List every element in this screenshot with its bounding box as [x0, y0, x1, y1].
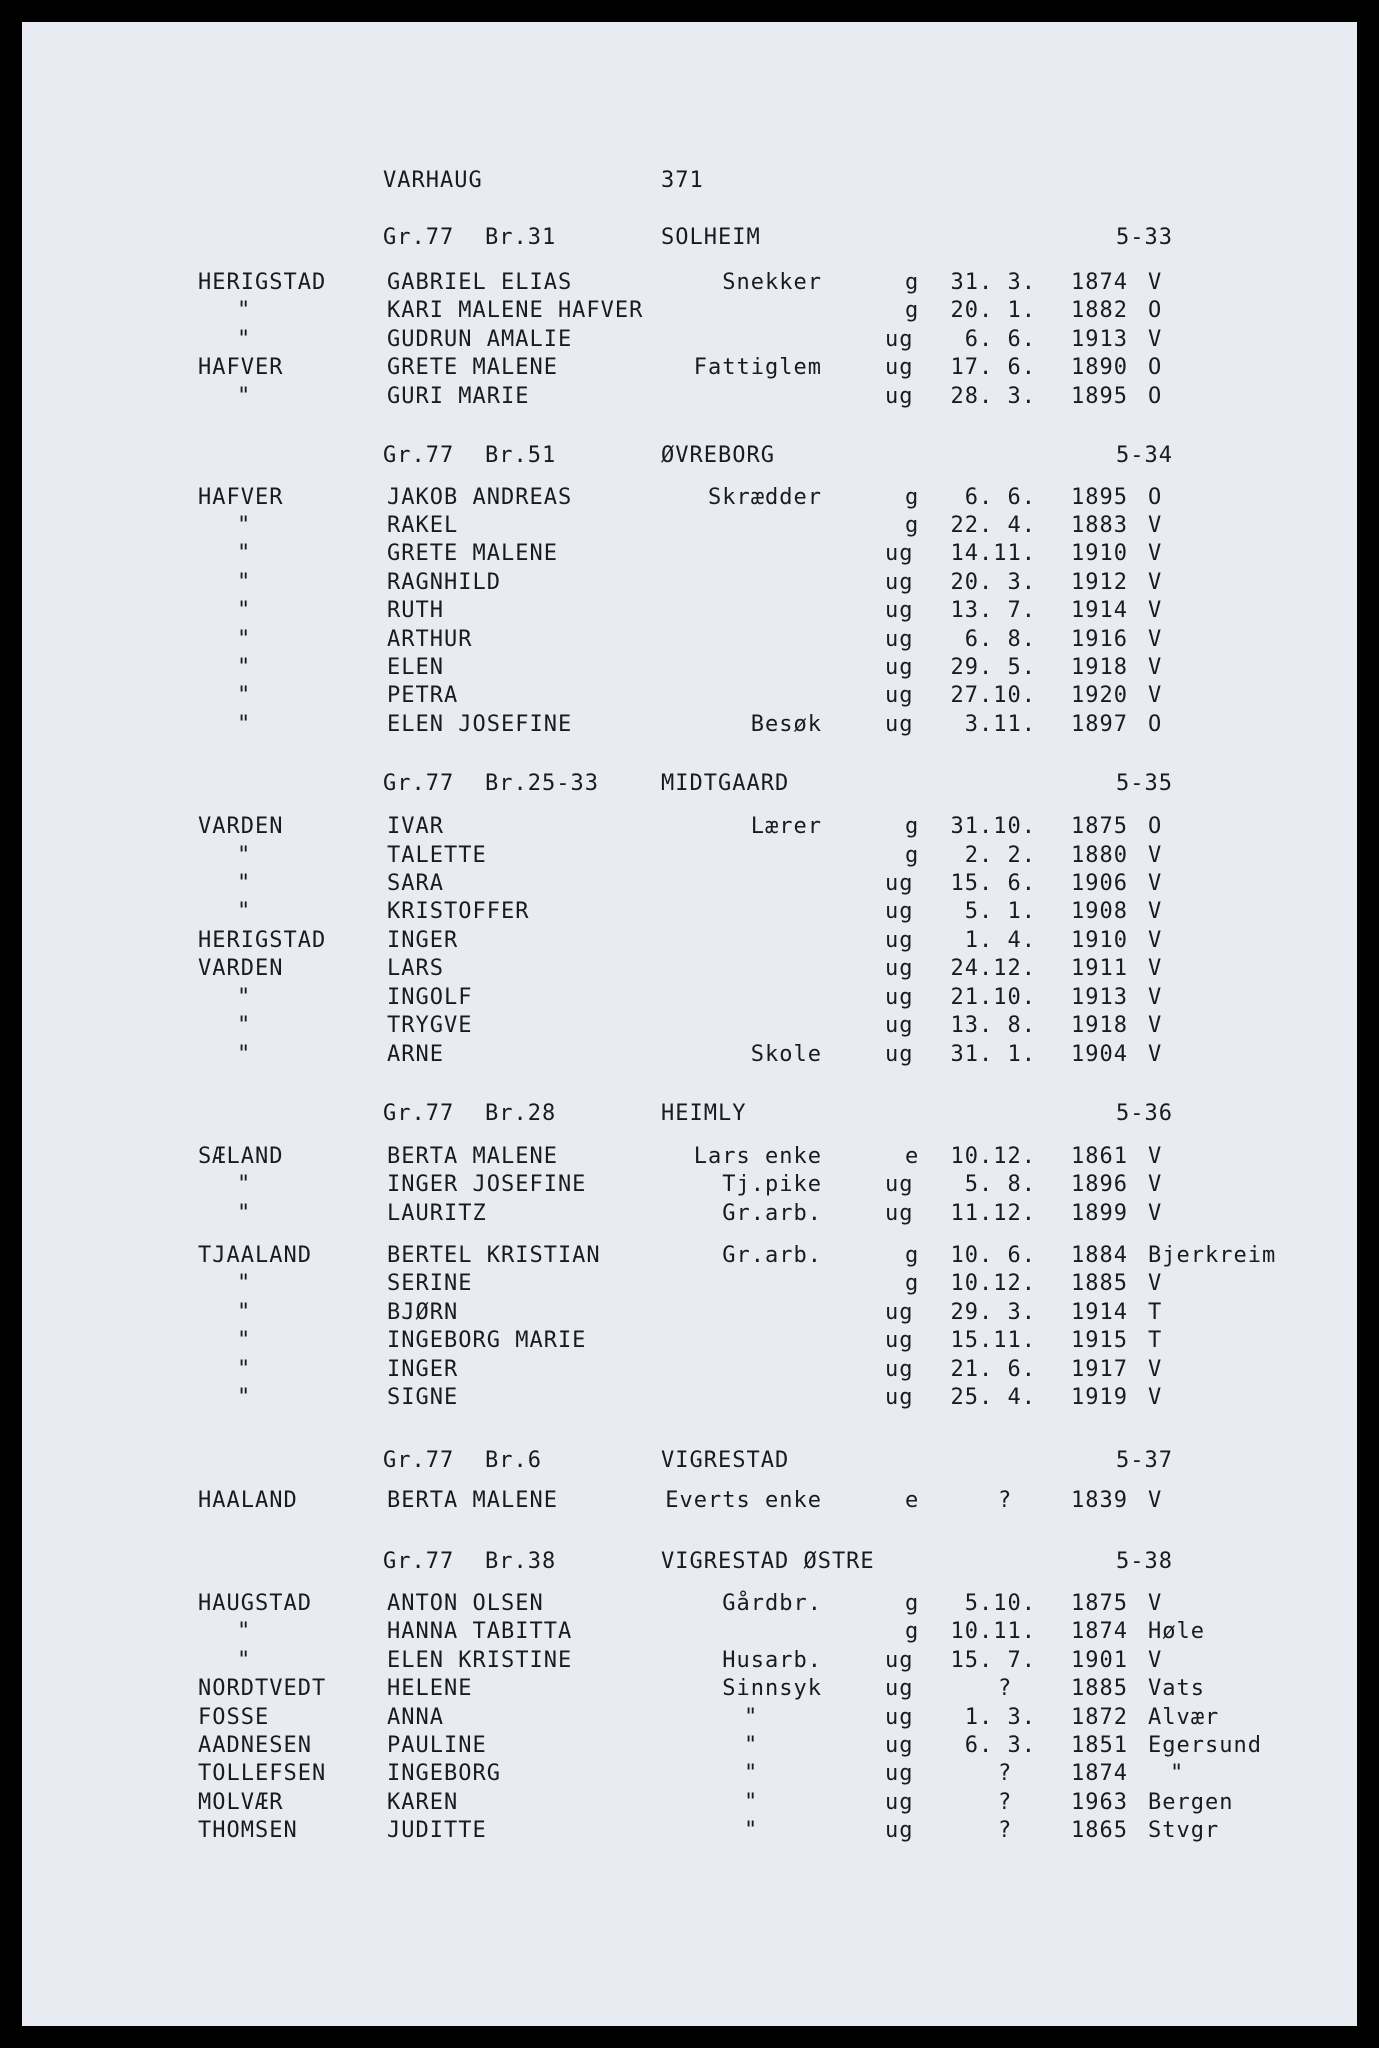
row-surname: TJAALAND: [198, 1243, 312, 1268]
row-birth-date: 3.11.: [964, 712, 1036, 737]
row-birthplace: ": [1170, 1761, 1185, 1786]
row-marital-status: g: [905, 298, 920, 323]
row-name: HELENE: [387, 1676, 473, 1701]
section-gr: Gr.77: [383, 225, 455, 250]
section-code: 5-33: [1116, 225, 1173, 250]
row-name: ELEN JOSEFINE: [387, 712, 573, 737]
row-surname: MOLVÆR: [198, 1790, 284, 1815]
row-occupation: Gr.arb.: [722, 1243, 822, 1268]
row-birth-year: 1910: [1071, 541, 1128, 566]
section-gr: Gr.77: [383, 771, 455, 796]
section-gr: Gr.77: [383, 1448, 455, 1473]
row-birth-date: 15. 6.: [950, 871, 1036, 896]
row-occupation: Everts enke: [665, 1488, 822, 1513]
row-occupation: ": [744, 1761, 759, 1786]
row-marital-status: ug: [885, 1790, 914, 1815]
row-birthplace: V: [1148, 1385, 1163, 1410]
row-birth-date: 31. 1.: [950, 1042, 1036, 1067]
section-br: Br.25-33: [485, 771, 599, 796]
row-name: SIGNE: [387, 1385, 459, 1410]
row-occupation: Sinnsyk: [722, 1676, 822, 1701]
section-br: Br.51: [485, 443, 557, 468]
row-birth-year: 1874: [1071, 1619, 1128, 1644]
row-birth-year: 1914: [1071, 1300, 1128, 1325]
row-marital-status: ug: [885, 956, 914, 981]
row-birth-date: ?: [998, 1488, 1013, 1513]
row-birth-year: 1874: [1071, 1761, 1128, 1786]
row-name: INGER: [387, 1357, 459, 1382]
row-marital-status: ug: [885, 985, 914, 1010]
row-birth-year: 1882: [1071, 298, 1128, 323]
section-gr: Gr.77: [383, 1101, 455, 1126]
row-name: SARA: [387, 871, 444, 896]
row-surname: ": [237, 1357, 252, 1382]
row-marital-status: ug: [885, 384, 914, 409]
row-surname: ": [237, 655, 252, 680]
section-farm: HEIMLY: [661, 1101, 747, 1126]
row-name: GUDRUN AMALIE: [387, 327, 573, 352]
row-marital-status: ug: [885, 1733, 914, 1758]
row-birthplace: O: [1148, 298, 1163, 323]
row-name: TRYGVE: [387, 1013, 473, 1038]
row-name: IVAR: [387, 814, 444, 839]
row-birthplace: O: [1148, 814, 1163, 839]
row-surname: AADNESEN: [198, 1733, 312, 1758]
row-surname: ": [237, 1619, 252, 1644]
row-surname: THOMSEN: [198, 1818, 298, 1843]
row-birth-year: 1883: [1071, 513, 1128, 538]
row-marital-status: ug: [885, 627, 914, 652]
row-name: ANNA: [387, 1705, 444, 1730]
row-birth-year: 1908: [1071, 899, 1128, 924]
row-birth-date: 20. 3.: [950, 570, 1036, 595]
row-surname: FOSSE: [198, 1705, 270, 1730]
row-marital-status: ug: [885, 1172, 914, 1197]
row-occupation: ": [744, 1818, 759, 1843]
row-marital-status: ug: [885, 1648, 914, 1673]
row-marital-status: e: [905, 1488, 920, 1513]
row-name: SERINE: [387, 1271, 473, 1296]
row-birthplace: V: [1148, 1271, 1163, 1296]
row-surname: ": [237, 598, 252, 623]
row-surname: ": [237, 1013, 252, 1038]
row-birth-date: 1. 3.: [964, 1705, 1036, 1730]
section-farm: VIGRESTAD: [661, 1448, 790, 1473]
row-birth-date: 6. 8.: [964, 627, 1036, 652]
row-name: INGER: [387, 928, 459, 953]
row-birth-year: 1861: [1071, 1144, 1128, 1169]
row-birth-year: 1839: [1071, 1488, 1128, 1513]
row-marital-status: ug: [885, 1385, 914, 1410]
row-occupation: Lærer: [750, 814, 822, 839]
row-marital-status: ug: [885, 928, 914, 953]
row-birth-date: 2. 2.: [964, 843, 1036, 868]
row-surname: ": [237, 1042, 252, 1067]
section-farm: VIGRESTAD ØSTRE: [661, 1549, 875, 1574]
row-birth-year: 1920: [1071, 683, 1128, 708]
row-occupation: Fattiglem: [693, 355, 822, 380]
row-name: RAGNHILD: [387, 570, 501, 595]
row-marital-status: g: [905, 814, 920, 839]
section-code: 5-34: [1116, 443, 1173, 468]
row-surname: ": [237, 1328, 252, 1353]
row-birth-year: 1874: [1071, 270, 1128, 295]
row-birth-year: 1875: [1071, 1591, 1128, 1616]
section-gr: Gr.77: [383, 443, 455, 468]
row-birthplace: V: [1148, 1042, 1163, 1067]
row-birth-date: 1. 4.: [964, 928, 1036, 953]
row-birthplace: Stvgr: [1148, 1818, 1220, 1843]
row-birth-year: 1911: [1071, 956, 1128, 981]
row-occupation: Lars enke: [693, 1144, 822, 1169]
row-marital-status: g: [905, 1591, 920, 1616]
row-birth-date: 6. 6.: [964, 485, 1036, 510]
row-birth-date: 17. 6.: [950, 355, 1036, 380]
row-birth-year: 1913: [1071, 327, 1128, 352]
row-surname: ": [237, 985, 252, 1010]
row-marital-status: ug: [885, 1705, 914, 1730]
row-birth-date: 24.12.: [950, 956, 1036, 981]
row-birth-date: 15.11.: [950, 1328, 1036, 1353]
row-surname: ": [237, 1172, 252, 1197]
row-marital-status: ug: [885, 899, 914, 924]
row-name: ARTHUR: [387, 627, 473, 652]
row-birthplace: V: [1148, 1591, 1163, 1616]
row-birth-year: 1880: [1071, 843, 1128, 868]
row-marital-status: ug: [885, 327, 914, 352]
row-name: ARNE: [387, 1042, 444, 1067]
row-surname: ": [237, 1300, 252, 1325]
row-marital-status: ug: [885, 1357, 914, 1382]
row-birthplace: V: [1148, 570, 1163, 595]
row-birth-year: 1897: [1071, 712, 1128, 737]
row-birth-year: 1851: [1071, 1733, 1128, 1758]
row-name: PETRA: [387, 683, 459, 708]
section-code: 5-38: [1116, 1549, 1173, 1574]
row-marital-status: ug: [885, 683, 914, 708]
row-birthplace: O: [1148, 485, 1163, 510]
row-surname: ": [237, 513, 252, 538]
row-birth-date: 31.10.: [950, 814, 1036, 839]
row-name: GABRIEL ELIAS: [387, 270, 573, 295]
row-birth-year: 1915: [1071, 1328, 1128, 1353]
row-birth-year: 1885: [1071, 1676, 1128, 1701]
row-occupation: ": [744, 1705, 759, 1730]
section-code: 5-37: [1116, 1448, 1173, 1473]
row-marital-status: ug: [885, 655, 914, 680]
row-birthplace: V: [1148, 627, 1163, 652]
row-surname: ": [237, 541, 252, 566]
row-surname: ": [237, 1385, 252, 1410]
row-occupation: Skole: [750, 1042, 822, 1067]
row-name: RUTH: [387, 598, 444, 623]
row-birth-date: ?: [998, 1676, 1013, 1701]
row-birth-year: 1906: [1071, 871, 1128, 896]
row-birth-date: 5. 8.: [964, 1172, 1036, 1197]
row-surname: ": [237, 384, 252, 409]
row-birth-date: 11.12.: [950, 1201, 1036, 1226]
row-surname: HAFVER: [198, 485, 284, 510]
row-marital-status: ug: [885, 1676, 914, 1701]
row-birth-year: 1919: [1071, 1385, 1128, 1410]
row-birthplace: V: [1148, 541, 1163, 566]
row-birthplace: V: [1148, 1488, 1163, 1513]
section-gr: Gr.77: [383, 1549, 455, 1574]
row-birth-date: 10.12.: [950, 1144, 1036, 1169]
row-birthplace: T: [1148, 1300, 1163, 1325]
row-occupation: Snekker: [722, 270, 822, 295]
row-birthplace: V: [1148, 1013, 1163, 1038]
row-birthplace: O: [1148, 384, 1163, 409]
row-surname: VARDEN: [198, 956, 284, 981]
row-birth-date: 25. 4.: [950, 1385, 1036, 1410]
row-birth-date: ?: [998, 1790, 1013, 1815]
row-birthplace: O: [1148, 355, 1163, 380]
row-surname: HERIGSTAD: [198, 928, 327, 953]
row-birthplace: Bjerkreim: [1148, 1243, 1277, 1268]
row-surname: ": [237, 871, 252, 896]
row-surname: ": [237, 1201, 252, 1226]
row-birth-date: 27.10.: [950, 683, 1036, 708]
row-name: JUDITTE: [387, 1818, 487, 1843]
row-marital-status: ug: [885, 570, 914, 595]
row-surname: NORDTVEDT: [198, 1676, 327, 1701]
row-name: INGEBORG: [387, 1761, 501, 1786]
row-surname: ": [237, 843, 252, 868]
row-occupation: Husarb.: [722, 1648, 822, 1673]
row-birthplace: V: [1148, 683, 1163, 708]
row-birthplace: V: [1148, 1648, 1163, 1673]
row-birth-date: 15. 7.: [950, 1648, 1036, 1673]
section-code: 5-36: [1116, 1101, 1173, 1126]
row-name: RAKEL: [387, 513, 459, 538]
row-marital-status: ug: [885, 1013, 914, 1038]
row-marital-status: ug: [885, 871, 914, 896]
row-birth-date: ?: [998, 1818, 1013, 1843]
row-birth-date: 14.11.: [950, 541, 1036, 566]
row-name: GRETE MALENE: [387, 541, 558, 566]
row-name: KARI MALENE HAFVER: [387, 298, 644, 323]
row-marital-status: ug: [885, 1201, 914, 1226]
row-birth-year: 1963: [1071, 1790, 1128, 1815]
row-occupation: Skrædder: [708, 485, 822, 510]
row-birthplace: V: [1148, 1201, 1163, 1226]
row-marital-status: e: [905, 1144, 920, 1169]
row-birth-date: 6. 3.: [964, 1733, 1036, 1758]
row-birth-year: 1914: [1071, 598, 1128, 623]
row-name: JAKOB ANDREAS: [387, 485, 573, 510]
row-name: HANNA TABITTA: [387, 1619, 573, 1644]
row-occupation: Gårdbr.: [722, 1591, 822, 1616]
row-birth-year: 1875: [1071, 814, 1128, 839]
row-name: ELEN KRISTINE: [387, 1648, 573, 1673]
row-birth-date: 22. 4.: [950, 513, 1036, 538]
row-birthplace: Egersund: [1148, 1733, 1262, 1758]
row-name: ELEN: [387, 655, 444, 680]
row-occupation: ": [744, 1733, 759, 1758]
row-birth-date: 20. 1.: [950, 298, 1036, 323]
row-birth-year: 1917: [1071, 1357, 1128, 1382]
row-birthplace: Vats: [1148, 1676, 1205, 1701]
row-birthplace: Alvær: [1148, 1705, 1220, 1730]
row-birth-date: 29. 5.: [950, 655, 1036, 680]
row-name: TALETTE: [387, 843, 487, 868]
row-birth-year: 1912: [1071, 570, 1128, 595]
row-marital-status: ug: [885, 1328, 914, 1353]
row-birth-date: 10. 6.: [950, 1243, 1036, 1268]
row-name: INGEBORG MARIE: [387, 1328, 587, 1353]
row-birthplace: Høle: [1148, 1619, 1205, 1644]
row-marital-status: ug: [885, 1761, 914, 1786]
row-name: KRISTOFFER: [387, 899, 530, 924]
row-birth-year: 1910: [1071, 928, 1128, 953]
row-birthplace: V: [1148, 513, 1163, 538]
row-surname: SÆLAND: [198, 1144, 284, 1169]
row-marital-status: ug: [885, 1300, 914, 1325]
row-name: BERTA MALENE: [387, 1144, 558, 1169]
row-marital-status: g: [905, 843, 920, 868]
row-name: LARS: [387, 956, 444, 981]
section-br: Br.38: [485, 1549, 557, 1574]
row-marital-status: ug: [885, 1042, 914, 1067]
row-marital-status: ug: [885, 598, 914, 623]
row-birthplace: V: [1148, 327, 1163, 352]
row-birthplace: V: [1148, 899, 1163, 924]
row-birthplace: V: [1148, 956, 1163, 981]
row-birth-year: 1896: [1071, 1172, 1128, 1197]
row-birth-year: 1890: [1071, 355, 1128, 380]
row-birthplace: T: [1148, 1328, 1163, 1353]
row-birthplace: V: [1148, 843, 1163, 868]
row-birth-year: 1904: [1071, 1042, 1128, 1067]
row-birth-year: 1916: [1071, 627, 1128, 652]
section-br: Br.28: [485, 1101, 557, 1126]
row-birthplace: V: [1148, 598, 1163, 623]
row-birthplace: V: [1148, 1172, 1163, 1197]
row-surname: HERIGSTAD: [198, 270, 327, 295]
row-birth-year: 1884: [1071, 1243, 1128, 1268]
row-occupation: ": [744, 1790, 759, 1815]
section-farm: MIDTGAARD: [661, 771, 790, 796]
row-birth-date: 10.12.: [950, 1271, 1036, 1296]
row-surname: ": [237, 712, 252, 737]
row-birthplace: V: [1148, 985, 1163, 1010]
row-marital-status: ug: [885, 712, 914, 737]
row-birth-date: 5. 1.: [964, 899, 1036, 924]
row-surname: ": [237, 1271, 252, 1296]
row-birth-year: 1913: [1071, 985, 1128, 1010]
row-marital-status: g: [905, 270, 920, 295]
row-birth-date: 5.10.: [964, 1591, 1036, 1616]
row-birth-year: 1895: [1071, 384, 1128, 409]
row-birthplace: V: [1148, 270, 1163, 295]
row-birthplace: V: [1148, 871, 1163, 896]
row-birthplace: V: [1148, 655, 1163, 680]
row-birth-date: 6. 6.: [964, 327, 1036, 352]
row-surname: TOLLEFSEN: [198, 1761, 327, 1786]
row-birth-date: 31. 3.: [950, 270, 1036, 295]
row-birth-date: ?: [998, 1761, 1013, 1786]
row-birth-date: 10.11.: [950, 1619, 1036, 1644]
row-birth-date: 13. 8.: [950, 1013, 1036, 1038]
row-surname: ": [237, 627, 252, 652]
row-birth-date: 13. 7.: [950, 598, 1036, 623]
row-marital-status: ug: [885, 355, 914, 380]
row-birth-date: 21. 6.: [950, 1357, 1036, 1382]
row-marital-status: g: [905, 1243, 920, 1268]
row-surname: ": [237, 683, 252, 708]
row-surname: HAUGSTAD: [198, 1591, 312, 1616]
section-code: 5-35: [1116, 771, 1173, 796]
row-name: BERTEL KRISTIAN: [387, 1243, 601, 1268]
row-name: GRETE MALENE: [387, 355, 558, 380]
row-marital-status: g: [905, 513, 920, 538]
row-surname: HAFVER: [198, 355, 284, 380]
row-birthplace: V: [1148, 1144, 1163, 1169]
row-birthplace: V: [1148, 1357, 1163, 1382]
row-birth-year: 1885: [1071, 1271, 1128, 1296]
row-name: LAURITZ: [387, 1201, 487, 1226]
section-farm: ØVREBORG: [661, 443, 775, 468]
row-name: BJØRN: [387, 1300, 459, 1325]
row-surname: VARDEN: [198, 814, 284, 839]
row-surname: HAALAND: [198, 1488, 298, 1513]
row-name: INGOLF: [387, 985, 473, 1010]
page-place: VARHAUG: [383, 168, 483, 193]
row-name: ANTON OLSEN: [387, 1591, 544, 1616]
row-birthplace: Bergen: [1148, 1790, 1234, 1815]
row-surname: ": [237, 899, 252, 924]
row-name: INGER JOSEFINE: [387, 1172, 587, 1197]
section-br: Br.31: [485, 225, 557, 250]
row-birth-year: 1895: [1071, 485, 1128, 510]
row-name: PAULINE: [387, 1733, 487, 1758]
row-marital-status: g: [905, 1619, 920, 1644]
row-surname: ": [237, 1648, 252, 1673]
row-surname: ": [237, 327, 252, 352]
row-birth-year: 1918: [1071, 655, 1128, 680]
row-surname: ": [237, 570, 252, 595]
page-number: 371: [661, 168, 704, 193]
row-birth-date: 29. 3.: [950, 1300, 1036, 1325]
row-name: GURI MARIE: [387, 384, 530, 409]
row-birth-year: 1872: [1071, 1705, 1128, 1730]
row-name: BERTA MALENE: [387, 1488, 558, 1513]
row-surname: ": [237, 298, 252, 323]
row-occupation: Tj.pike: [722, 1172, 822, 1197]
row-marital-status: ug: [885, 1818, 914, 1843]
row-birth-date: 28. 3.: [950, 384, 1036, 409]
section-farm: SOLHEIM: [661, 225, 761, 250]
section-br: Br.6: [485, 1448, 542, 1473]
row-marital-status: g: [905, 1271, 920, 1296]
row-birthplace: V: [1148, 928, 1163, 953]
row-birth-year: 1901: [1071, 1648, 1128, 1673]
row-birth-year: 1899: [1071, 1201, 1128, 1226]
row-birth-year: 1865: [1071, 1818, 1128, 1843]
row-occupation: Besøk: [750, 712, 822, 737]
row-occupation: Gr.arb.: [722, 1201, 822, 1226]
row-birth-date: 21.10.: [950, 985, 1036, 1010]
row-marital-status: ug: [885, 541, 914, 566]
row-birth-year: 1918: [1071, 1013, 1128, 1038]
row-birthplace: O: [1148, 712, 1163, 737]
row-name: KAREN: [387, 1790, 459, 1815]
row-marital-status: g: [905, 485, 920, 510]
